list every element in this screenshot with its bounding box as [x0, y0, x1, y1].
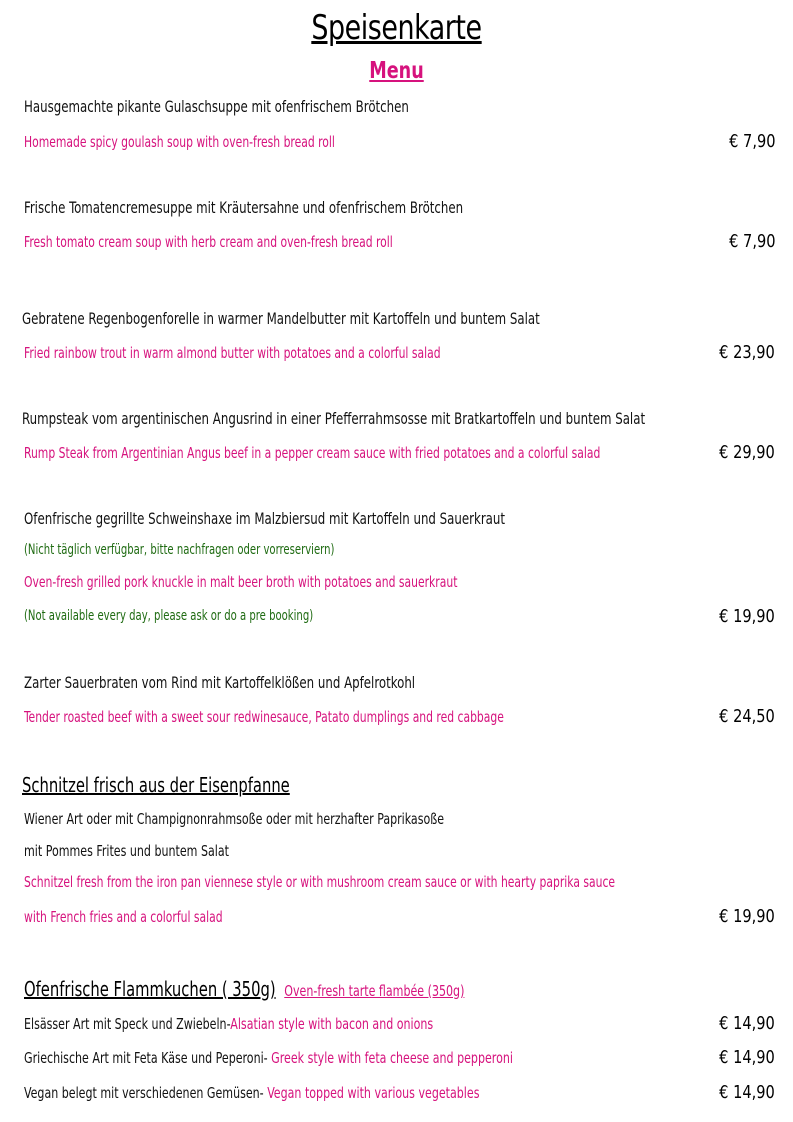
item-6-de: Zarter Sauerbraten vom Rind mit Kartoffelklößen und Apfelrotkohl — [24, 673, 416, 692]
flammkuchen-item-1 — [24, 1015, 433, 1033]
item-4-en: Rump Steak from Argentinian Angus beef in a pepper cream sauce with fried potatoes and a colorful salad — [24, 444, 601, 462]
item-3-en: Fried rainbow trout in warm almond butter with potatoes and a colorful salad — [24, 344, 441, 362]
item-5-en: Oven-fresh grilled pork knuckle in malt beer broth with potatoes and sauerkraut — [24, 573, 458, 591]
schnitzel-en-line1: Schnitzel fresh from the iron pan viennese style or with mushroom cream sauce or with hearty paprika sauce — [24, 873, 616, 891]
page-subtitle: Menu — [369, 58, 424, 84]
schnitzel-en-line2: with French fries and a colorful salad — [24, 908, 223, 926]
flammkuchen-item-2 — [24, 1049, 513, 1067]
flammkuchen-item-2-en: Greek style with feta cheese and pepperoni — [271, 1049, 513, 1067]
item-6-en: Tender roasted beef with a sweet sour redwinesauce, Patato dumplings and red cabbage — [24, 708, 504, 726]
flammkuchen-item-1-de: Elsässer Art mit Speck und Zwiebeln- — [24, 1015, 231, 1033]
flammkuchen-heading: Ofenfrische Flammkuchen ( 350g) — [24, 977, 276, 1001]
page-title: Speisenkarte — [311, 8, 482, 48]
item-1-price: € 7,90 — [728, 131, 775, 152]
flammkuchen-item-2-de: Griechische Art mit Feta Käse und Peperoni- — [24, 1049, 272, 1067]
schnitzel-heading: Schnitzel frisch aus der Eisenpfanne — [22, 773, 290, 797]
item-2-de: Frische Tomatencremesuppe mit Kräutersahne und ofenfrischem Brötchen — [24, 198, 464, 217]
item-4-de: Rumpsteak vom argentinischen Angusrind in einer Pfefferrahmsosse mit Bratkartoffeln und buntem Salat — [22, 409, 646, 428]
flammkuchen-item-3-price: € 14,90 — [719, 1082, 775, 1103]
flammkuchen-item-1-price: € 14,90 — [719, 1013, 775, 1034]
item-2-price: € 7,90 — [728, 231, 775, 252]
flammkuchen-item-3-de: Vegan belegt mit verschiedenen Gemüsen- — [24, 1084, 268, 1102]
flammkuchen-item-1-en: Alsatian style with bacon and onions — [230, 1015, 434, 1033]
item-5-note-de: (Nicht täglich verfügbar, bitte nachfragen oder vorreserviern) — [24, 542, 335, 558]
flammkuchen-item-3-en: Vegan topped with various vegetables — [267, 1084, 480, 1102]
item-3-price: € 23,90 — [719, 342, 775, 363]
item-2-en: Fresh tomato cream soup with herb cream and oven-fresh bread roll — [24, 233, 393, 251]
flammkuchen-item-2-price: € 14,90 — [719, 1047, 775, 1068]
item-4-price: € 29,90 — [719, 442, 775, 463]
item-5-note-en: (Not available every day, please ask or do a pre booking) — [24, 608, 314, 624]
flammkuchen-heading-row — [24, 977, 464, 1001]
schnitzel-de-line1: Wiener Art oder mit Champignonrahmsoße oder mit herzhafter Paprikasoße — [24, 810, 445, 828]
item-1-de: Hausgemachte pikante Gulaschsuppe mit ofenfrischem Brötchen — [24, 97, 409, 116]
schnitzel-de-line2: mit Pommes Frites und buntem Salat — [24, 842, 229, 860]
flammkuchen-item-3 — [24, 1084, 479, 1102]
item-1-en: Homemade spicy goulash soup with oven-fresh bread roll — [24, 133, 335, 151]
item-5-de: Ofenfrische gegrillte Schweinshaxe im Malzbiersud mit Kartoffeln und Sauerkraut — [24, 509, 506, 528]
flammkuchen-heading-en: Oven-fresh tarte flambée (350g) — [284, 982, 465, 1000]
schnitzel-price: € 19,90 — [719, 906, 775, 927]
item-3-de: Gebratene Regenbogenforelle in warmer Mandelbutter mit Kartoffeln und buntem Salat — [22, 309, 540, 328]
item-6-price: € 24,50 — [719, 706, 775, 727]
item-5-price: € 19,90 — [719, 606, 775, 627]
